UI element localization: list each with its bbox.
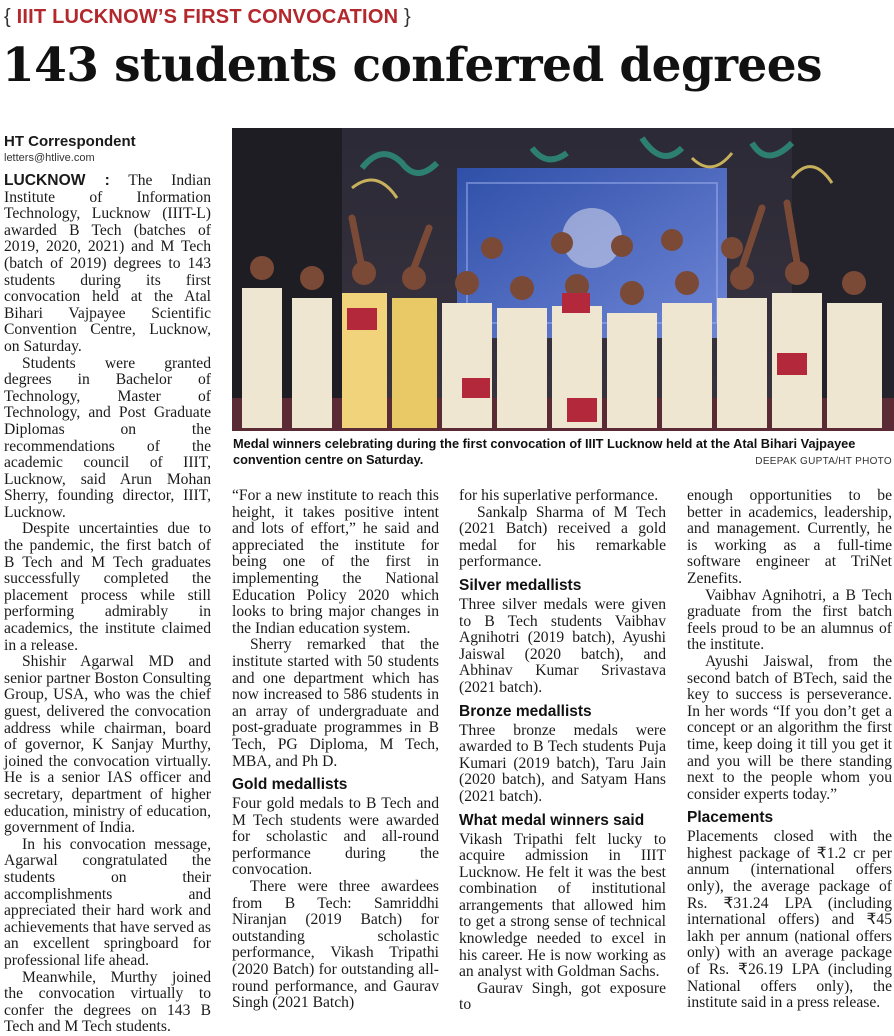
headline: 143 students conferred degrees <box>2 38 822 93</box>
paragraph: Placements closed with the highest package of ₹1.2 cr per annum (international offers only), the average package of Rs. ₹31.24 LPA (including international offers) and ₹45 lakh per annum (national offers only) with an average package of Rs. ₹26.19 LPA (including National offers only), the institute said in a press release. <box>687 828 892 1012</box>
paragraph: Vaibhav Agnihotri, a B Tech graduate from the first batch feels proud to be an alumnus of the institute. <box>687 586 892 654</box>
subhead-bronze-medallists: Bronze medallists <box>459 702 592 720</box>
article-column-3 <box>459 488 666 1014</box>
article-column-4 <box>687 488 892 1012</box>
article-column-1 <box>4 133 211 1036</box>
photo-caption: Medal winners celebrating during the first convocation of IIIT Lucknow held at the Atal Bihari Vajpayee convention centre on Saturday. <box>233 436 856 467</box>
paragraph: There were three awardees from B Tech: Samriddhi Niranjan (2019 Batch) for outstanding scholastic performance, Vikash Tripathi (2020 Batch) for outstanding all-round performance, and Gaurav Singh (2021 Batch) <box>232 878 439 1012</box>
subhead-what-medal-winners-said: What medal winners said <box>459 811 645 829</box>
subhead-silver-medallists: Silver medallists <box>459 576 582 594</box>
photo-credit: DEEPAK GUPTA/HT PHOTO <box>755 456 892 467</box>
article-column-2 <box>232 488 439 1012</box>
convocation-photo <box>232 128 894 431</box>
dateline: LUCKNOW : <box>4 172 110 189</box>
paragraph: Three bronze medals were awarded to B Tech students Puja Kumari (2019 batch), Taru Jain (2020 batch), and Satyam Hans (2021 batch). <box>459 721 666 805</box>
paragraph: Sankalp Sharma of M Tech (2021 Batch) received a gold medal for his remarkable performance. <box>459 503 666 571</box>
section-kicker: { IIIT LUCKNOW’S FIRST CONVOCATION } <box>4 6 411 28</box>
paragraph: LUCKNOW : The Indian Institute of Information Technology, Lucknow (IIIT-L) awarded B Tech (batches of 2019, 2020, 2021) and M Tech (batch of 2019) degrees to 143 students during its first convocation held at the Atal Bihari Vajpayee Scientific Convention Centre, Lucknow, on Saturday. <box>4 172 211 355</box>
paragraph: Shishir Agarwal MD and senior partner Boston Consulting Group, USA, who was the chief guest, delivered the convocation address while chairman, board of governor, K Sanjay Murthy, joined the convocation virtually. He is a senior IAS officer and secretary, department of higher education, ministry of education, government of India. <box>4 653 211 837</box>
paragraph: Four gold medals to B Tech and M Tech students were awarded for scholastic and all-round performance during the convocation. <box>232 795 439 879</box>
paragraph: Despite uncertainties due to the pandemic, the first batch of B Tech and M Tech graduates successfully completed the placement process while still performing admirably in academics, the institute claimed in a release. <box>4 520 211 654</box>
subhead-gold-medallists: Gold medallists <box>232 776 348 794</box>
byline: HT Correspondent <box>4 133 136 150</box>
paragraph: Sherry remarked that the institute started with 50 students and one department which has now increased to 586 students in an array of undergraduate and post-graduate programmes in B Tech, PG Diploma, M Tech, MBA, and Ph D. <box>232 636 439 770</box>
paragraph: In his convocation message, Agarwal congratulated the students on their accomplishments and appreciated their hard work and achievements that have served as an excellent springboard for professional life ahead. <box>4 835 211 969</box>
paragraph: Ayushi Jaiswal, from the second batch of BTech, said the key to success is perseverance. In her words “If you don’t get a concept or an algorithm the first time, keep doing it till you get it and you will be there standing next to the people whom you consider experts today.” <box>687 652 892 803</box>
paragraph: Meanwhile, Murthy joined the convocation virtually to confer the degrees on 143 B Tech and M Tech students. <box>4 968 211 1036</box>
paragraph: enough opportunities to be better in academics, leadership, and management. Currently, he is working as a full-time software engineer at TriNet Zenefits. <box>687 487 892 587</box>
paragraph: Three silver medals were given to B Tech students Vaibhav Agnihotri (2019 batch), Ayushi Jaiswal (2020 batch), and Abhinav Kumar Srivastava (2021 batch). <box>459 595 666 696</box>
paragraph: Gaurav Singh, got exposure to <box>459 979 666 1014</box>
subhead-placements: Placements <box>687 809 774 827</box>
photo-illustration <box>232 128 894 431</box>
paragraph: Vikash Tripathi felt lucky to acquire admission in IIIT Lucknow. He felt it was the best combination of institutional arrangements that allowed him to get a strong sense of technical knowledge needed to excel in his career. He is now working as an analyst with Goldman Sachs. <box>459 830 666 981</box>
paragraph: for his superlative performance. <box>459 487 659 504</box>
byline-email[interactable]: letters@htlive.com <box>4 152 95 164</box>
paragraph: “For a new institute to reach this height, it takes positive intent and lots of effort,” he said and appreciated the institute for being one of the first in implementing the National Education Policy 2020 which looks to bring major changes in the Indian education system. <box>232 487 439 637</box>
paragraph: Students were granted degrees in Bachelor of Technology, Master of Technology, and Post Graduate Diplomas on the recommendations of the academic council of IIIT, Lucknow, said Arun Mohan Sherry, founding director, IIIT, Lucknow. <box>4 354 211 521</box>
